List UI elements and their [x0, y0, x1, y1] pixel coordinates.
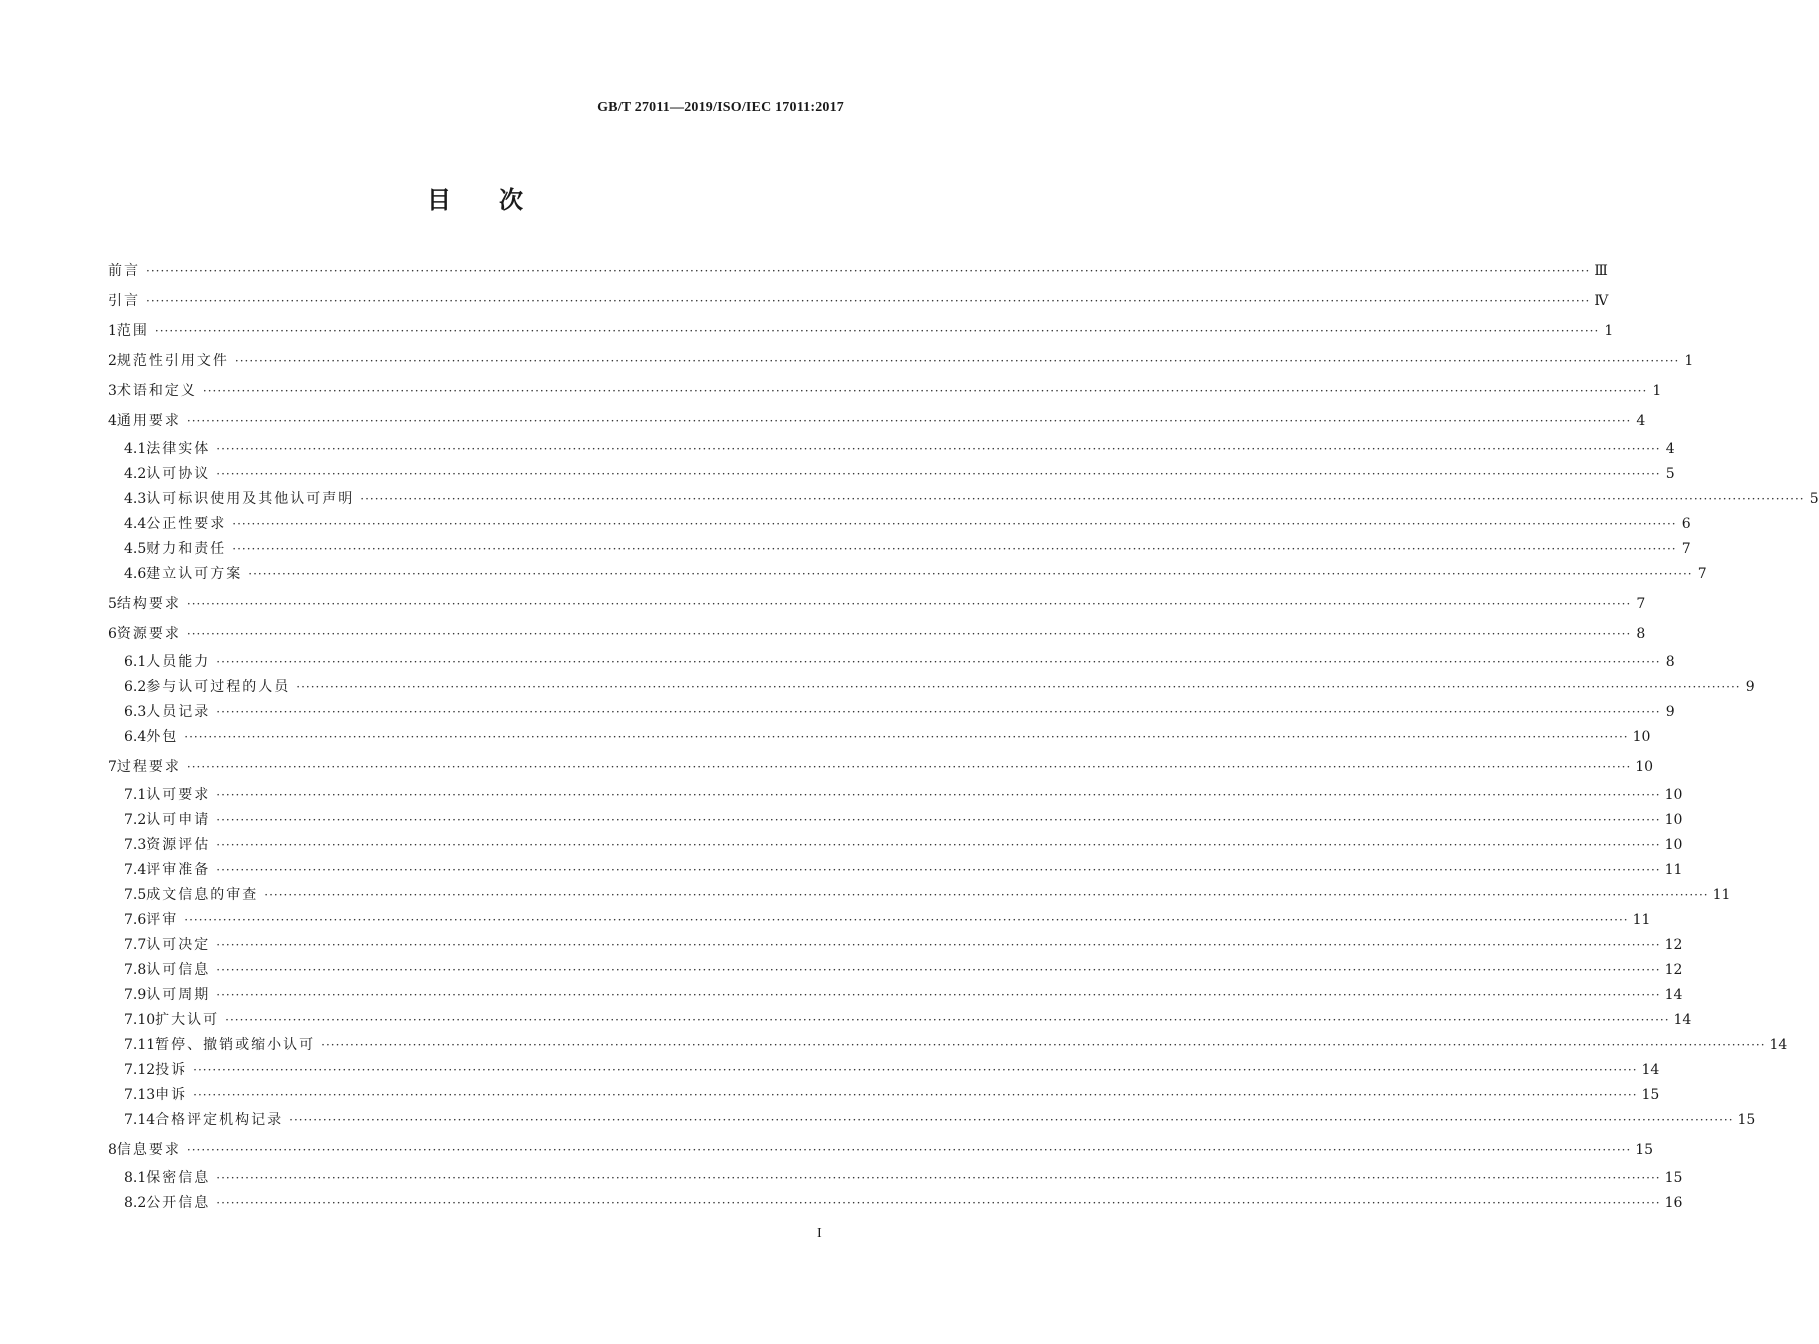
toc-entry-label: 评审准备 — [146, 862, 211, 878]
toc-entry-page: 12 — [1664, 937, 1683, 953]
dot-leader: ············································································································································································································································································································ — [184, 913, 1629, 927]
toc-entry-number: 7.5 — [124, 887, 147, 903]
dot-leader: ············································································································································································································································································································ — [216, 788, 1661, 802]
toc-entry-label: 财力和责任 — [146, 541, 227, 557]
dot-leader: ············································································································································································································································································································ — [186, 627, 1632, 641]
toc-entry-number: 6 — [108, 626, 117, 642]
toc-entry-page: 14 — [1673, 1012, 1692, 1028]
dot-leader: ············································································································································································································································································································ — [216, 938, 1661, 952]
toc-entry-number: 8 — [108, 1142, 117, 1158]
toc-entry-page: 10 — [1664, 787, 1683, 803]
toc-entry[interactable] — [108, 623, 1646, 645]
toc-entry-number: 6.1 — [124, 654, 147, 670]
toc-entry-label: 过程要求 — [116, 759, 181, 775]
dot-leader: ············································································································································································································································································································ — [216, 705, 1661, 719]
toc-entry-number: 7.1 — [124, 787, 147, 803]
toc-entry[interactable] — [124, 1192, 1683, 1214]
toc-entry-number: 6.2 — [124, 679, 147, 695]
dot-leader: ············································································································································································································································································································ — [321, 1038, 1766, 1052]
toc-entry[interactable] — [124, 984, 1683, 1006]
toc-entry-page: 14 — [1769, 1037, 1788, 1053]
toc-entry-number: 7.9 — [124, 987, 147, 1003]
toc-entry-number: 7.7 — [124, 937, 147, 953]
toc-entry-label: 引言 — [108, 293, 140, 309]
toc-entry-number: 4.4 — [124, 516, 147, 532]
toc-entry-page: 10 — [1664, 812, 1683, 828]
toc-entry-page: 9 — [1665, 704, 1675, 720]
dot-leader: ············································································································································································································································································································ — [232, 517, 1677, 531]
toc-entry-label: 前言 — [108, 263, 140, 279]
toc-entry-number: 8.1 — [124, 1170, 147, 1186]
toc-entry[interactable] — [124, 651, 1675, 673]
toc-entry[interactable] — [124, 809, 1683, 831]
toc-entry-page: 15 — [1641, 1087, 1660, 1103]
toc-entry-page: 1 — [1652, 383, 1662, 399]
toc-entry[interactable] — [108, 593, 1646, 615]
toc-entry-number: 2 — [108, 353, 117, 369]
toc-entry-label: 投诉 — [155, 1062, 188, 1078]
toc-entry-number: 3 — [108, 383, 117, 399]
toc-entry-number: 7.11 — [124, 1037, 156, 1053]
toc-entry-page: 11 — [1712, 887, 1731, 903]
toc-entry[interactable] — [124, 463, 1675, 485]
toc-entry-label: 保密信息 — [146, 1170, 211, 1186]
toc-entry-number: 7.4 — [124, 862, 147, 878]
toc-entry[interactable] — [124, 676, 1755, 698]
toc-entry-label: 资源评估 — [146, 837, 211, 853]
toc-entry-page: 4 — [1665, 441, 1675, 457]
toc-entry-number: 4.6 — [124, 566, 147, 582]
toc-entry-page: 7 — [1636, 596, 1646, 612]
toc-entry-number: 4.3 — [124, 491, 147, 507]
dot-leader: ············································································································································································································································································································ — [154, 324, 1600, 338]
dot-leader: ············································································································································································································································································································ — [216, 1171, 1661, 1185]
toc-entry-page: 14 — [1664, 987, 1683, 1003]
dot-leader: ············································································································································································································································································································ — [216, 838, 1661, 852]
toc-entry[interactable] — [108, 1139, 1654, 1161]
toc-entry-page: 8 — [1665, 654, 1675, 670]
toc-entry-page: 4 — [1636, 413, 1646, 429]
dot-leader: ············································································································································································································································································································ — [216, 863, 1661, 877]
page-title: 目 次 — [427, 186, 523, 214]
toc-entry-number: 4.1 — [124, 441, 147, 457]
dot-leader: ············································································································································································································································································································ — [234, 354, 1680, 368]
toc-entry[interactable] — [124, 513, 1691, 535]
toc-entry-page: Ⅲ — [1594, 263, 1608, 279]
dot-leader: ············································································································································································································································································································ — [216, 1196, 1661, 1210]
toc-entry-label: 认可要求 — [146, 787, 211, 803]
toc-entry-page: 5 — [1809, 491, 1819, 507]
toc-entry-number: 6.3 — [124, 704, 147, 720]
dot-leader: ············································································································································································································································································································ — [216, 988, 1661, 1002]
toc-entry-label: 通用要求 — [116, 413, 181, 429]
toc-entry-number: 6.4 — [124, 729, 147, 745]
toc-entry-page: 14 — [1641, 1062, 1660, 1078]
toc-entry-number: 7.3 — [124, 837, 147, 853]
toc-entry[interactable] — [124, 538, 1691, 560]
toc-entry[interactable] — [124, 784, 1683, 806]
toc-entry-label: 信息要求 — [116, 1142, 181, 1158]
toc-entry-page: 6 — [1681, 516, 1691, 532]
toc-entry-label: 外包 — [146, 729, 179, 745]
toc-entry-label: 认可决定 — [146, 937, 211, 953]
toc-entry-page: 15 — [1635, 1142, 1654, 1158]
toc-entry[interactable] — [124, 438, 1675, 460]
toc-entry-number: 4.2 — [124, 466, 147, 482]
dot-leader: ············································································································································································································································································································ — [202, 384, 1648, 398]
toc-entry[interactable] — [124, 909, 1651, 931]
toc-entry[interactable] — [108, 350, 1694, 372]
dot-leader: ············································································································································································································································································································ — [289, 1113, 1734, 1127]
toc-entry-number: 7.12 — [124, 1062, 156, 1078]
toc-entry-page: 7 — [1697, 566, 1707, 582]
toc-entry[interactable] — [108, 410, 1646, 432]
page-number: I — [817, 1226, 822, 1241]
toc-entry-number: 4 — [108, 413, 117, 429]
toc-entry[interactable] — [124, 959, 1683, 981]
toc-entry[interactable] — [124, 1167, 1683, 1189]
dot-leader: ············································································································································································································································································································ — [360, 492, 1805, 506]
toc-entry-label: 合格评定机构记录 — [155, 1112, 284, 1128]
toc-entry-page: Ⅳ — [1594, 293, 1609, 309]
toc-entry[interactable] — [124, 563, 1707, 585]
toc-entry-label: 成文信息的审查 — [146, 887, 259, 903]
toc-entry[interactable] — [124, 834, 1683, 856]
toc-entry-number: 7.6 — [124, 912, 147, 928]
toc-entry-label: 暂停、撤销或缩小认可 — [155, 1037, 316, 1053]
dot-leader: ············································································································································································································································································································ — [216, 813, 1661, 827]
toc-entry-number: 7.8 — [124, 962, 147, 978]
toc-entry-label: 术语和定义 — [116, 383, 197, 399]
toc-entry-label: 人员能力 — [146, 654, 211, 670]
toc-entry[interactable] — [108, 380, 1662, 402]
toc-entry-number: 1 — [108, 323, 117, 339]
toc-entry-page: 10 — [1664, 837, 1683, 853]
toc-entry-number: 7 — [108, 759, 117, 775]
dot-leader: ············································································································································································································································································································ — [225, 1013, 1670, 1027]
toc-entry-label: 扩大认可 — [155, 1012, 220, 1028]
toc-entry-label: 认可信息 — [146, 962, 211, 978]
toc-entry-label: 法律实体 — [146, 441, 211, 457]
dot-leader: ············································································································································································································································································································ — [184, 730, 1629, 744]
toc-entry-number: 7.2 — [124, 812, 147, 828]
toc-entry-page: 1 — [1684, 353, 1694, 369]
toc-entry[interactable] — [124, 859, 1683, 881]
toc-entry[interactable] — [124, 1009, 1692, 1031]
toc-entry-label: 参与认可过程的人员 — [146, 679, 291, 695]
toc-entry-label: 公开信息 — [146, 1195, 211, 1211]
toc-entry-number: 4.5 — [124, 541, 147, 557]
dot-leader: ············································································································································································································································································································ — [216, 655, 1661, 669]
dot-leader: ············································································································································································································································································································ — [146, 264, 1591, 278]
toc-entry-page: 5 — [1665, 466, 1675, 482]
toc-entry[interactable] — [124, 1034, 1788, 1056]
toc-entry-number: 7.10 — [124, 1012, 156, 1028]
dot-leader: ············································································································································································································································································································ — [264, 888, 1709, 902]
toc-entry-label: 人员记录 — [146, 704, 211, 720]
toc-entry-label: 评审 — [146, 912, 179, 928]
toc-entry-number: 5 — [108, 596, 117, 612]
toc-entry[interactable] — [124, 1084, 1660, 1106]
toc-entry-label: 认可标识使用及其他认可声明 — [146, 491, 355, 507]
toc-entry-label: 规范性引用文件 — [116, 353, 229, 369]
toc-entry-page: 15 — [1737, 1112, 1756, 1128]
toc-entry[interactable] — [108, 756, 1654, 778]
toc-entry[interactable] — [124, 726, 1651, 748]
dot-leader: ············································································································································································································································································································ — [193, 1088, 1638, 1102]
toc-entry-label: 范围 — [116, 323, 149, 339]
toc-entry-label: 认可协议 — [146, 466, 211, 482]
toc-entry-page: 9 — [1745, 679, 1755, 695]
dot-leader: ············································································································································································································································································································ — [146, 294, 1591, 308]
toc-entry-label: 认可申请 — [146, 812, 211, 828]
dot-leader: ············································································································································································································································································································ — [216, 467, 1661, 481]
dot-leader: ············································································································································································································································································································ — [186, 1143, 1632, 1157]
toc-entry[interactable] — [124, 1059, 1660, 1081]
toc-entry-page: 12 — [1664, 962, 1683, 978]
toc-entry[interactable] — [124, 1109, 1756, 1131]
dot-leader: ············································································································································································································································································································ — [186, 760, 1632, 774]
toc-entry-page: 11 — [1664, 862, 1683, 878]
toc-entry-label: 认可周期 — [146, 987, 211, 1003]
dot-leader: ············································································································································································································································································································ — [186, 597, 1632, 611]
standard-number: GB/T 27011—2019/ISO/IEC 17011:2017 — [597, 100, 844, 115]
toc-entry-number: 8.2 — [124, 1195, 147, 1211]
toc-entry-page: 16 — [1664, 1195, 1683, 1211]
dot-leader: ············································································································································································································································································································ — [296, 680, 1741, 694]
toc-entry-label: 申诉 — [155, 1087, 188, 1103]
toc-entry[interactable] — [124, 701, 1675, 723]
toc-entry-number: 7.13 — [124, 1087, 156, 1103]
toc-entry-number: 7.14 — [124, 1112, 156, 1128]
toc-entry-page: 8 — [1636, 626, 1646, 642]
dot-leader: ············································································································································································································································································································ — [186, 414, 1632, 428]
toc-entry-label: 公正性要求 — [146, 516, 227, 532]
toc-entry[interactable] — [124, 934, 1683, 956]
toc-entry[interactable] — [108, 290, 1609, 312]
toc-entry-page: 10 — [1635, 759, 1654, 775]
toc-entry-label: 结构要求 — [116, 596, 181, 612]
toc-entry[interactable] — [108, 320, 1614, 342]
dot-leader: ············································································································································································································································································································ — [248, 567, 1693, 581]
toc-entry-page: 1 — [1604, 323, 1614, 339]
toc-entry-label: 建立认可方案 — [146, 566, 243, 582]
toc-entry[interactable] — [124, 488, 1819, 510]
toc-entry-page: 11 — [1632, 912, 1651, 928]
toc-entry-page: 7 — [1681, 541, 1691, 557]
toc-entry-page: 10 — [1632, 729, 1651, 745]
toc-entry[interactable] — [108, 260, 1608, 282]
toc-entry-label: 资源要求 — [116, 626, 181, 642]
toc-entry-page: 15 — [1664, 1170, 1683, 1186]
dot-leader: ············································································································································································································································································································ — [232, 542, 1677, 556]
dot-leader: ············································································································································································································································································································ — [193, 1063, 1638, 1077]
dot-leader: ············································································································································································································································································································ — [216, 963, 1661, 977]
dot-leader: ············································································································································································································································································································ — [216, 442, 1661, 456]
toc-entry[interactable] — [124, 884, 1731, 906]
